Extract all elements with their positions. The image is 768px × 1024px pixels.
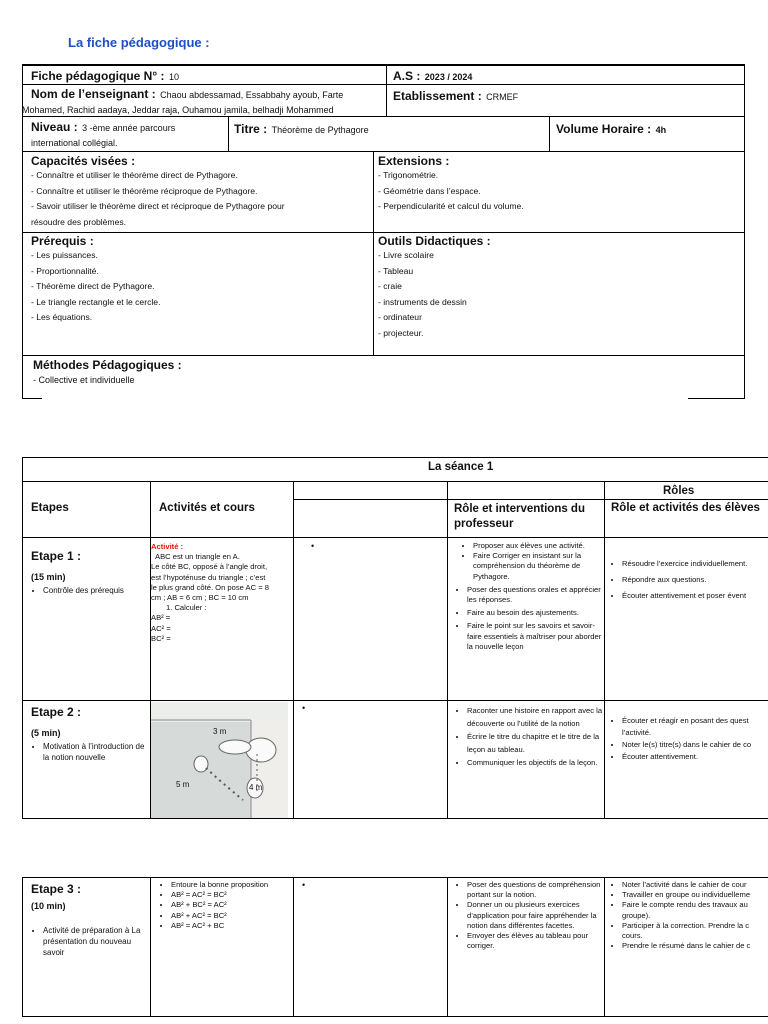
methodes-pedagogiques: Méthodes Pédagogiques : - Collective et individuelle: [33, 358, 182, 385]
etape-3-eleves: • Noter l’activité dans le cahier de cour • Travailler en groupe ou individuelleme • Faire le compte rendu des travaux au groupe). • Participer à la correction. Prendre la c cours. • Prendre le résumé dans le cahier de c: [610, 880, 768, 951]
etape-2-prof: • Raconter une histoire en rapport avec la découverte ou l’utilité de la notion • Écrire le titre du chapitre et le titre de la leçon au tableau. • Communiquer les objectifs de la leçon.: [455, 704, 603, 769]
outils-didactiques: Outils Didactiques : - Livre scolaire - Tableau - craie - instruments de dessin - ordinateur - projecteur.: [378, 234, 738, 341]
roles-header: Rôles: [663, 485, 695, 497]
etape-1: Etape 1 : (15 min) • Contrôle des prérequis: [31, 549, 149, 596]
capacite-item: - Savoir utiliser le théorème direct et réciproque de Pythagore pour: [31, 201, 285, 211]
etape-1-activite: Activité : ABC est un triangle en A. Le côté BC, opposé à l’angle droit, est l’hypoténuse du triangle ; c’est le plus grand côté. On pose AC = 8 cm ; AB = 6 cm ; BC = 10 cm 1. Calculer : AB² = AC² = BC² =: [151, 542, 269, 643]
volume-horaire: Volume Horaire : 4h: [556, 122, 667, 136]
prerequis-item: - Les puissances.: [31, 250, 98, 260]
etape-3: Etape 3 : (10 min) • Activité de préparation à La présentation du nouveau savoir: [31, 882, 149, 958]
enseignants: Nom de l’enseignant : Chaou abdessamad, Essabbahy ayoub, Farte Mohamed, Rachid aadaya, Jeddar raja, Ouhamou jamila, belhadji Mohammed: [22, 87, 344, 115]
outil-item: - ordinateur: [378, 312, 422, 322]
outil-item: - projecteur.: [378, 327, 424, 338]
capacite-item: résoudre des problèmes.: [31, 216, 127, 227]
capacites-visees: Capacités visées : - Connaître et utiliser le théorème direct de Pythagore. - Connaître et utiliser le théorème réciproque de Pythagore. - Savoir utiliser le théorème direct et réciproque de Pythagore pour résoudre des problèmes.: [31, 154, 371, 230]
outil-item: - Livre scolaire: [378, 250, 434, 260]
etape-3-activite: • Entoure la bonne proposition • AB² = AC² = BC² • AB² + BC² = AC² • AB² + AC² = BC² • AB² = AC² + BC: [159, 880, 293, 931]
extension-item: - Géométrie dans l’espace.: [378, 185, 481, 196]
etape-2: Etape 2 : (5 min) • Motivation à l’introduction de la notion nouvelle: [31, 705, 149, 763]
pythagore-illustration: 3 m 5 m 4 m: [151, 702, 288, 818]
annee-scolaire: A.S : 2023 / 2024: [393, 69, 473, 83]
etape-3-empty-bullet: •: [302, 880, 306, 890]
extensions: Extensions : - Trigonométrie. - Géométrie dans l’espace. - Perpendicularité et calcul du volume.: [378, 154, 738, 215]
col-prof: Rôle et interventions du professeur: [454, 503, 585, 530]
prerequis: Prérequis : - Les puissances. - Proportionnalité. - Théorème direct de Pythagore. - Le triangle rectangle et le cercle. - Les équations.: [31, 234, 371, 326]
seance-title: La séance 1: [428, 461, 494, 473]
extension-item: - Trigonométrie.: [378, 170, 439, 180]
etape-2-eleves: • Écouter et réagir en posant des quest l’activité. • Noter le(s) titre(s) dans le cahier de co • Écouter attentivement.: [610, 715, 768, 763]
prerequis-item: - Théorème direct de Pythagore.: [31, 281, 155, 291]
prerequis-item: - Le triangle rectangle et le cercle.: [31, 296, 161, 307]
col-eleves: Rôle et activités des élèves: [611, 502, 760, 514]
etape-3-prof: • Poser des questions de compréhension portant sur la notion. • Donner un ou plusieurs exercices d’application pour faire appréhender la notion dans différentes facettes. • Envoyer des élèves au tableau pour corriger.: [455, 880, 603, 951]
niveau: Niveau : 3 -ème année parcours international collégial.: [31, 120, 176, 148]
col-etapes: Etapes: [31, 502, 69, 514]
col-activites: Activités et cours: [159, 502, 255, 514]
outil-item: - Tableau: [378, 265, 414, 276]
capacite-item: - Connaître et utiliser le théorème réciproque de Pythagore.: [31, 185, 258, 196]
outil-item: - instruments de dessin: [378, 296, 467, 307]
etape-1-eleves: • Résoudre l’exercice individuellement. • Répondre aux questions. • Écouter attentivement et poser évent: [610, 556, 768, 604]
prerequis-item: - Les équations.: [31, 312, 93, 322]
etape-2-empty-bullet: •: [302, 703, 306, 713]
fiche-num: Fiche pédagogique N° : 10: [31, 69, 179, 83]
etape-1-prof: • Proposer aux élèves une activité. • Faire Corriger en insistant sur la compréhension du théorème de Pythagore. • Poser des questions orales et apprécier les réponses. • Faire au besoin des ajustements. • Faire le point sur les savoirs et savoir-faire essentiels à maîtriser pour aborder la nouvelle leçon: [455, 541, 603, 652]
outil-item: - craie: [378, 281, 402, 291]
page-title: La fiche pédagogique :: [68, 35, 210, 50]
extension-item: - Perpendicularité et calcul du volume.: [378, 201, 524, 211]
etape-1-empty-bullet: •: [311, 541, 315, 551]
prerequis-item: - Proportionnalité.: [31, 265, 99, 276]
capacite-item: - Connaître et utiliser le théorème direct de Pythagore.: [31, 170, 238, 180]
etablissement: Etablissement : CRMEF: [393, 89, 519, 103]
titre: Titre : Théorème de Pythagore: [234, 122, 369, 136]
